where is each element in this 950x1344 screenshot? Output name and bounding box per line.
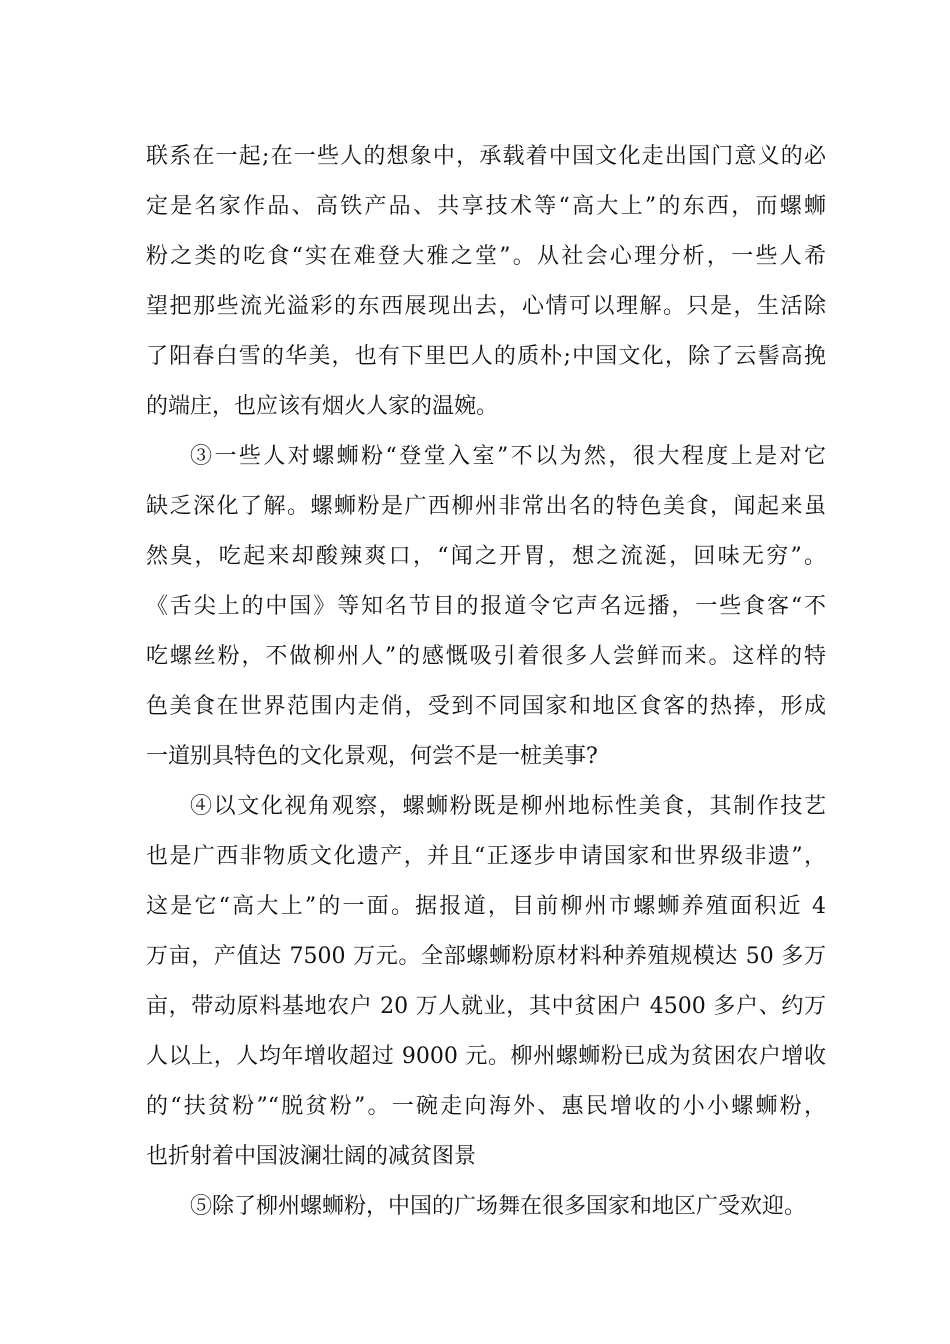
text-line: 缺乏深化了解。螺蛳粉是广西柳州非常出名的特色美食，闻起来虽 bbox=[146, 494, 826, 519]
text-line: 望把那些流光溢彩的东西展现出去，心情可以理解。只是，生活除 bbox=[146, 294, 826, 319]
text-line: ③一些人对螺蛳粉“登堂入室”不以为然，很大程度上是对它 bbox=[190, 444, 826, 469]
text-line: ⑤除了柳州螺蛳粉，中国的广场舞在很多国家和地区广受欢迎。 bbox=[190, 1194, 807, 1219]
text-line: 然臭，吃起来却酸辣爽口，“闻之开胃，想之流涎，回味无穷”。 bbox=[146, 544, 826, 569]
paragraph-3 bbox=[146, 432, 826, 782]
text-line: 粉之类的吃食“实在难登大雅之堂”。从社会心理分析，一些人希 bbox=[146, 244, 826, 269]
text-line: 人以上，人均年增收超过 9000 元。柳州螺蛳粉已成为贫困农户增收 bbox=[146, 1044, 826, 1069]
text-line: 这是它“高大上”的一面。据报道，目前柳州市螺蛳养殖面积近 4 bbox=[146, 894, 826, 919]
text-line: 《舌尖上的中国》等知名节目的报道令它声名远播，一些食客“不 bbox=[146, 594, 826, 619]
paragraph-5 bbox=[146, 1182, 826, 1232]
text-line: ④以文化视角观察，螺蛳粉既是柳州地标性美食，其制作技艺 bbox=[190, 794, 826, 819]
text-line: 吃螺丝粉，不做柳州人”的感慨吸引着很多人尝鲜而来。这样的特 bbox=[146, 644, 826, 669]
text-line: 的端庄，也应该有烟火人家的温婉。 bbox=[146, 394, 499, 419]
text-line: 也是广西非物质文化遗产，并且“正逐步申请国家和世界级非遗”， bbox=[146, 844, 826, 869]
paragraph-continuation bbox=[146, 132, 826, 432]
text-line: 色美食在世界范围内走俏，受到不同国家和地区食客的热捧，形成 bbox=[146, 694, 826, 719]
text-line: 的“扶贫粉”“脱贫粉”。一碗走向海外、惠民增收的小小螺蛳粉， bbox=[146, 1094, 826, 1119]
text-line: 也折射着中国波澜壮阔的减贫图景 bbox=[146, 1144, 477, 1169]
text-line: 了阳春白雪的华美，也有下里巴人的质朴;中国文化，除了云髻高挽 bbox=[146, 344, 826, 369]
text-line: 定是名家作品、高铁产品、共享技术等“高大上”的东西，而螺蛳 bbox=[146, 194, 826, 219]
text-line: 联系在一起;在一些人的想象中，承载着中国文化走出国门意义的必 bbox=[146, 144, 826, 169]
paragraph-4 bbox=[146, 782, 826, 1182]
text-line: 万亩，产值达 7500 万元。全部螺蛳粉原材料种养殖规模达 50 多万 bbox=[146, 944, 826, 969]
text-line: 一道别具特色的文化景观，何尝不是一桩美事? bbox=[146, 744, 598, 769]
article-body bbox=[146, 132, 826, 1232]
text-line: 亩，带动原料基地农户 20 万人就业，其中贫困户 4500 多户、约万 bbox=[146, 994, 826, 1019]
